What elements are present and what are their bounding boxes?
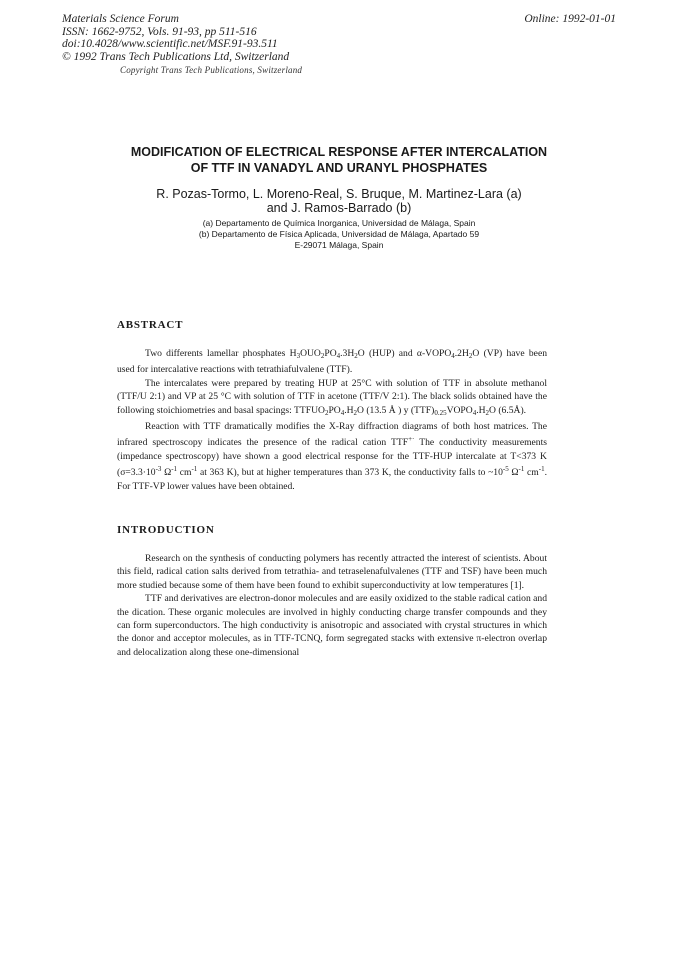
introduction-paragraph-1: Research on the synthesis of conducting polymers has recently attracted the interest of scientists. About this field, radical cation salts derived from tetrathia- and tetraselenafulvalenes (TTF and TSF) have been much more studied because some of them have been found to exhibit superconductivity at low temperatures [1]. <box>117 553 547 591</box>
abstract-paragraph-1: Two differents lamellar phosphates $H_3OUO_2PO_4.3H_2O$ (HUP) and $\alpha-VOPO_4.2H_2O$ (VP) have been used for intercalative reactions with tetrathiafulvalene (TTF). <box>117 348 547 376</box>
abstract-paragraph-2: The intercalates were prepared by treating HUP at 25°C with solution of TTF in absolute methanol (TTF/U 2:1) and VP at 25 °C with solution of TTF in acetone (TTF/V 2:1). The black solids obtained have the following stoichiometries and basal spacings: $TTFUO_2PO_4.H_2O$ (13.5 Å ) y $(TTF)_{0.25}VOPO_4.H_2O$ (6.5Å). <box>117 377 547 417</box>
doi-link[interactable]: doi:10.4028/www.scientific.net/MSF.91-93.511 <box>62 38 278 50</box>
online-date: Online: 1992-01-01 <box>524 13 616 25</box>
affiliation-c: E-29071 Málaga, Spain <box>294 240 384 250</box>
author-list <box>90 187 588 215</box>
affiliations <box>90 218 588 251</box>
copyright-line: © 1992 Trans Tech Publications Ltd, Switzerland <box>62 50 290 63</box>
authors-line-1: R. Pozas-Tormo, L. Moreno-Real, S. Bruque, M. Martinez-Lara (a) <box>156 187 522 201</box>
paper-title <box>90 144 588 176</box>
introduction-body <box>117 552 547 659</box>
journal-metadata <box>62 13 289 63</box>
abstract-heading: ABSTRACT <box>117 319 184 331</box>
introduction-paragraph-2: TTF and derivatives are electron-donor molecules and are easily oxidized to the stable radical cation and the dication. These organic molecules are involved in highly conducting charge transfer compounds and they can form superconductors. The high conductivity is anisotropic and associated with crystal structures in which the donor and acceptor molecules, as in TTF-TCNQ, form segregated stacks with extensive π-electron overlap and delocalization along these one-dimensional <box>117 593 547 658</box>
journal-name: Materials Science Forum <box>62 13 179 25</box>
title-line-1: MODIFICATION OF ELECTRICAL RESPONSE AFTER INTERCALATION <box>130 145 548 159</box>
abstract-body <box>117 347 547 493</box>
affiliation-a: (a) Departamento de Química Inorganica, Universidad de Málaga, Spain <box>202 218 476 228</box>
affiliation-b: (b) Departamento de Física Aplicada, Universidad de Málaga, Apartado 59 <box>198 229 480 239</box>
introduction-heading: INTRODUCTION <box>117 524 215 536</box>
copyright-stamp: Copyright Trans Tech Publications, Switzerland <box>120 65 303 75</box>
issn-line: ISSN: 1662-9752, Vols. 91-93, pp 511-516 <box>62 25 257 38</box>
title-line-2: OF TTF IN VANADYL AND URANYL PHOSPHATES <box>190 161 488 175</box>
abstract-paragraph-3: Reaction with TTF dramatically modifies the X-Ray diffraction diagrams of both host matrices. The infrared spectroscopy indicates the presence of the radical cation TTF+· The conductivity measurements (impedance spectroscopy) have shown a good electrical response for the TTF-HUP intercalate at T<373 K ($\sigma=3.3\cdot 10^{-3}$ $\Omega^{-1}$ $cm^{-1}$ at 363 K), but at higher temperatures than 373 K, the conductivity falls to $\sim 10^{-5}$ $\Omega^{-1}$ $cm^{-1}$. For TTF-VP lower values have been obtained. <box>117 421 548 492</box>
authors-line-2: and J. Ramos-Barrado (b) <box>266 201 412 215</box>
